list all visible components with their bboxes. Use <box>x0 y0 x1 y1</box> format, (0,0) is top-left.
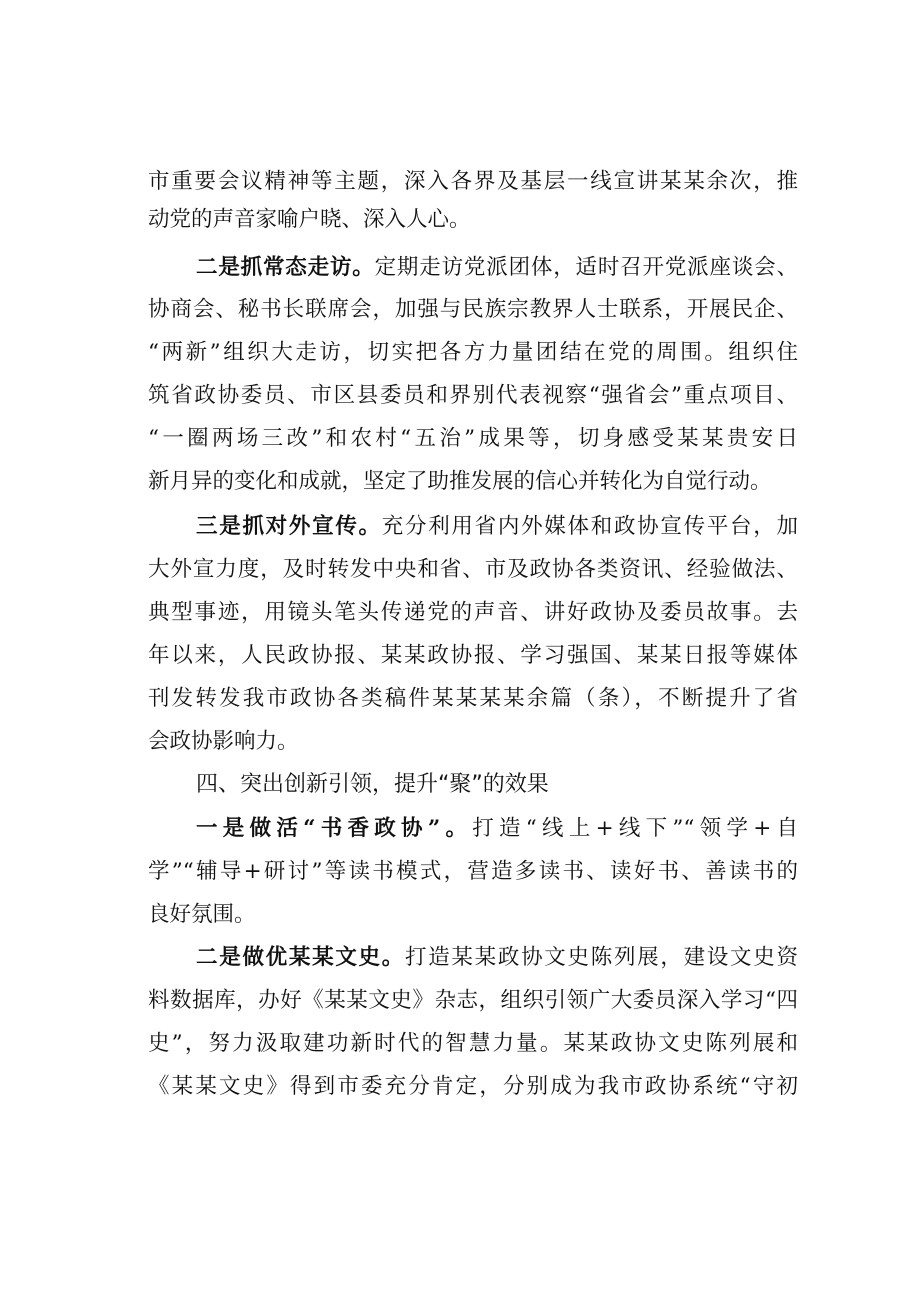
paragraph-4-lead: 一是做活“书香政协”。 <box>196 816 473 841</box>
paragraph-2-line-3: “两新”组织大走访，切实把各方力量团结在党的周围。组织住 <box>148 340 798 365</box>
paragraph-5-line-1-text: 打造某某政协文史陈列展，建设文史资 <box>404 945 798 970</box>
paragraph-2-line-6: 新月异的变化和成就，坚定了助推发展的信心并转化为自觉行动。 <box>148 469 772 494</box>
paragraph-2-line-4: 筑省政协委员、市区县委员和界别代表视察“强省会”重点项目、 <box>148 383 798 408</box>
paragraph-3-line-1 <box>196 507 798 547</box>
paragraph-4-line-1 <box>196 809 798 849</box>
paragraph-5-line-4: 《某某文史》得到市委充分肯定，分别成为我市政协系统“守初 <box>148 1074 798 1099</box>
paragraph-2-lead: 二是抓常态走访。 <box>196 255 375 280</box>
paragraph-2-line-2: 协商会、秘书长联席会，加强与民族宗教界人士联系，开展民企、 <box>148 297 798 322</box>
paragraph-3-line-1-text: 充分利用省内外媒体和政协宣传平台，加 <box>381 514 798 539</box>
paragraph-5-line-2: 料数据库，办好《某某文史》杂志，组织引领广大委员深入学习“四 <box>148 988 798 1013</box>
paragraph-1-line-1: 市重要会议精神等主题，深入各界及基层一线宣讲某某余次，推 <box>148 169 798 194</box>
paragraph-4-line-2: 学”“辅导+研讨”等读书模式，营造多读书、读好书、善读书的 <box>148 859 798 884</box>
paragraph-3-line-3: 典型事迹，用镜头笔头传递党的声音、讲好政协及委员故事。去 <box>148 600 798 625</box>
paragraph-3-lead: 三是抓对外宣传。 <box>196 514 382 539</box>
paragraph-4-line-3: 良好氛围。 <box>148 902 256 927</box>
paragraph-5-line-1 <box>196 938 798 978</box>
paragraph-3-line-4: 年以来，人民政协报、某某政协报、学习强国、某某日报等媒体 <box>148 643 798 668</box>
paragraph-2-line-1 <box>196 248 798 288</box>
paragraph-4-line-1-text: 打造“线上+线下”“领学+自 <box>472 816 798 841</box>
paragraph-3-line-2: 大外宣力度，及时转发中央和省、市及政协各类资讯、经验做法、 <box>148 557 798 582</box>
section-heading-4: 四、突出创新引领，提升“聚”的效果 <box>196 772 549 797</box>
paragraph-5-lead: 二是做优某某文史。 <box>196 945 405 970</box>
paragraph-5-line-3: 史”，努力汲取建功新时代的智慧力量。某某政协文史陈列展和 <box>148 1031 798 1056</box>
paragraph-1-line-2: 动党的声音家喻户晓、深入人心。 <box>148 207 471 232</box>
paragraph-2-line-1-text: 定期走访党派团体，适时召开党派座谈会、 <box>374 255 798 280</box>
paragraph-3-line-5: 刊发转发我市政协各类稿件某某某某余篇（条），不断提升了省 <box>148 686 798 711</box>
paragraph-3-line-6: 会政协影响力。 <box>148 729 299 754</box>
paragraph-2-line-5: “一圈两场三改”和农村“五治”成果等，切身感受某某贵安日 <box>148 426 798 451</box>
